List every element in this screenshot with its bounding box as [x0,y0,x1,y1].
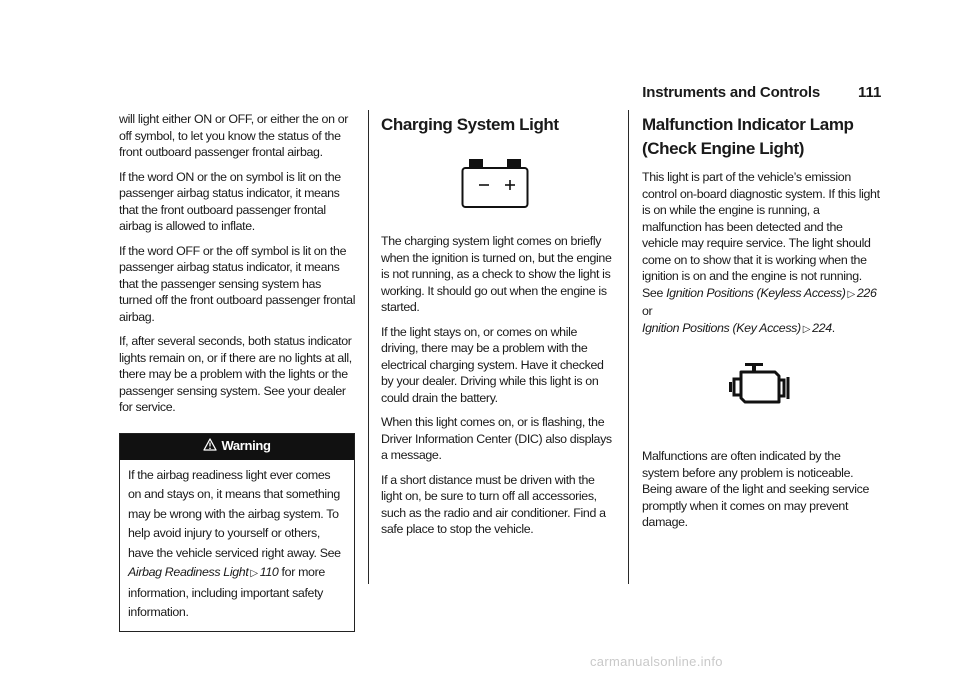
check-engine-icon [729,362,791,408]
warning-box [119,433,355,632]
paragraph: will light either ON or OFF, or either the on or off symbol, to let you know the status of the front outboard passenger frontal airbag. [119,112,349,159]
airbag-readiness-link[interactable]: Airbag Readiness Light [128,565,249,579]
paragraph: The charging system light comes on briefly when the ignition is turned on, but the engine is not running, as a check to show the light is working. It should go out when the engine is started. [381,234,612,314]
page-number: 111 [858,84,882,101]
warning-text: If the airbag readiness light ever comes on and stays on, it means that something may be wrong with the airbag system. To help avoid injury to yourself or others, have the vehicle serviced right away. See [128,467,341,560]
warning-body [120,460,354,631]
page-reference-arrow-icon: ▷ [250,568,258,579]
warning-header [120,434,354,460]
column-airbag-status [119,111,357,632]
paragraph: When this light comes on, or is flashing, the Driver Information Center (DIC) also displays a message. [381,415,612,462]
page-reference-arrow-icon: ▷ [847,288,855,300]
watermark: carmanualsonline.info [590,654,723,669]
paragraph: If, after several seconds, both status indicator lights remain on, or if there are no lights at all, there may be a problem with the lights or the passenger sensing system. See your dealer for service. [119,334,352,414]
section-heading [642,113,880,161]
page-ref[interactable]: 226 [856,285,877,300]
page-ref[interactable]: 224 [812,320,832,335]
column-divider [628,110,629,584]
battery-icon [461,159,529,209]
paragraph: Malfunctions are often indicated by the system before any problem is noticeable. Being aware of the light and seeking service promptly when it comes on may prevent damage. [642,449,870,529]
text: This light is part of the vehicle’s emission control on-board diagnostic system. If this light is on while the engine is running, a malfunction has been detected and the vehicle may require service. The light should come on to show that it is working when the ignition is on and the engine is not running. See [642,170,880,300]
ignition-keyless-link[interactable]: Ignition Positions (Keyless Access) [666,285,846,300]
section-title: Instruments and Controls [642,84,820,101]
text: or [642,304,653,318]
page-reference-arrow-icon: ▷ [802,323,811,335]
warning-triangle-icon [203,438,217,456]
column-malfunction-lamp [642,111,880,539]
warning-title: Warning [221,438,271,454]
battery-illustration [381,137,617,233]
paragraph: If the word OFF or the off symbol is lit on the passenger airbag status indicator, it means that the passenger sensing system has turned off the front outboard passenger frontal airbag. [119,243,356,324]
paragraph [642,169,880,338]
column-divider [368,110,369,584]
heading-line: (Check Engine Light) [642,139,805,158]
paragraph: If the light stays on, or comes on while driving, there may be a problem with the electrical charging system. Have it checked by your dealer. Driving while this light is on could drain the battery. [381,324,604,405]
page-ref[interactable]: 110 [259,565,279,579]
column-charging-system [381,111,617,546]
text: . [831,320,835,335]
ignition-key-link[interactable]: Ignition Positions (Key Access) [642,320,801,335]
paragraph: If the word ON or the on symbol is lit on the passenger airbag status indicator, it means that the front outboard passenger frontal airbag is allowed to inflate. [119,169,341,233]
section-heading: Charging System Light [381,115,559,134]
warning-text: for more information, including important safety information. [128,565,325,619]
paragraph: If a short distance must be driven with the light on, be sure to turn off all accessories, such as the radio and air conditioner. Find a safe place to stop the vehicle. [381,472,606,536]
engine-illustration [642,346,880,448]
heading-line: Malfunction Indicator Lamp [642,115,854,134]
